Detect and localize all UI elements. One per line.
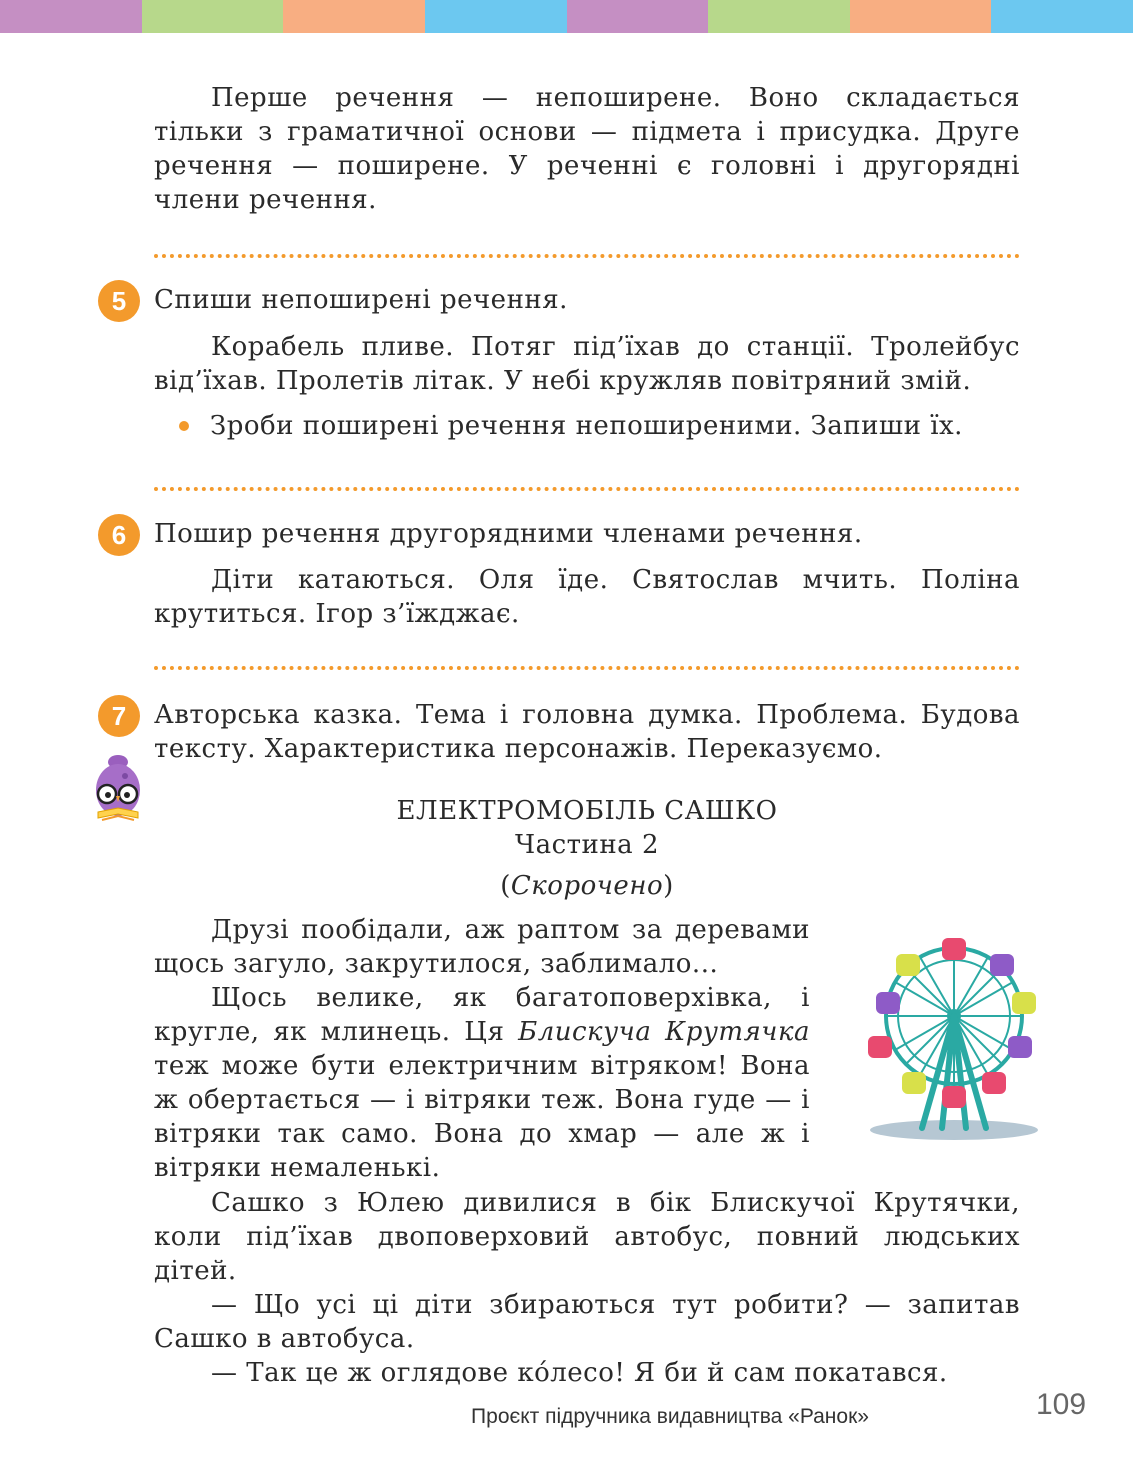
color-stripe — [991, 0, 1133, 33]
story-paragraph: Щось велике, як багатоповерхівка, і кругле, як млинець. Ця Блискуча Крутячка теж може бути електричним вітряком! Вона ж обертається — і вітряки теж. Вона гуде — і вітряки так само. Вона до хмар — але ж і вітряки немаленькі. — [154, 983, 810, 1183]
task-number-badge: 5 — [98, 280, 140, 322]
top-color-stripes — [0, 0, 1133, 33]
task-number-badge: 6 — [98, 514, 140, 556]
story-paragraph: Друзі пообідали, аж раптом за деревами щось загуло, закрутилося, заблимало... — [154, 915, 810, 979]
color-stripe — [567, 0, 709, 33]
task-sentences: Діти катаються. Оля їде. Святослав мчить. Поліна крутиться. Ігор з’їжджає. — [154, 565, 1020, 629]
story-paragraph: — Так це ж оглядове ко́лесо! Я би й сам покатався. — [211, 1358, 948, 1388]
story-paragraph: — Що усі ці діти збираються тут робити? — запитав Сашко в автобуса. — [154, 1290, 1020, 1354]
color-stripe — [708, 0, 850, 33]
task-title: Спиши непоширені речення. — [154, 285, 568, 315]
story-paragraph: Сашко з Юлею дивилися в бік Блискучої Крутячки, коли під’їхав двоповерховий автобус, повний людських дітей. — [154, 1188, 1020, 1286]
task-sentences: Корабель пливе. Потяг під’їхав до станції. Тролейбус від’їхав. Пролетів літак. У небі кружляв повітряний змій. — [154, 332, 1020, 396]
color-stripe — [425, 0, 567, 33]
bullet-icon — [179, 421, 189, 431]
page-number: 109 — [1036, 1388, 1087, 1421]
task-number-badge: 7 — [98, 695, 140, 737]
dotted-divider — [154, 487, 1020, 491]
dotted-divider — [154, 254, 1020, 258]
dotted-divider — [154, 666, 1020, 670]
task-title: Пошир речення другорядними членами речення. — [154, 519, 863, 549]
intro-paragraph: Перше речення — непоширене. Воно складається тільки з граматичної основи — підмета і присудка. Друге речення — поширене. У реченні є головні і другорядні члени речення. — [154, 83, 1020, 215]
color-stripe — [0, 0, 142, 33]
color-stripe — [283, 0, 425, 33]
ferris-wheel-illustration — [862, 932, 1046, 1144]
story-title: ЕЛЕКТРОМОБІЛЬ САШКО — [396, 796, 778, 826]
task-bullet-text: Зроби поширені речення непоширеними. Запиши їх. — [210, 411, 963, 441]
color-stripe — [142, 0, 284, 33]
footer-text: Проєкт підручника видавництва «Ранок» — [471, 1405, 869, 1428]
story-note: (Скорочено) — [500, 871, 674, 901]
task-title: Авторська казка. Тема і головна думка. Проблема. Будова тексту. Характеристика персонажів. Переказуємо. — [154, 700, 1020, 764]
color-stripe — [850, 0, 992, 33]
story-part: Частина 2 — [514, 830, 659, 860]
owl-reading-icon — [92, 752, 144, 824]
